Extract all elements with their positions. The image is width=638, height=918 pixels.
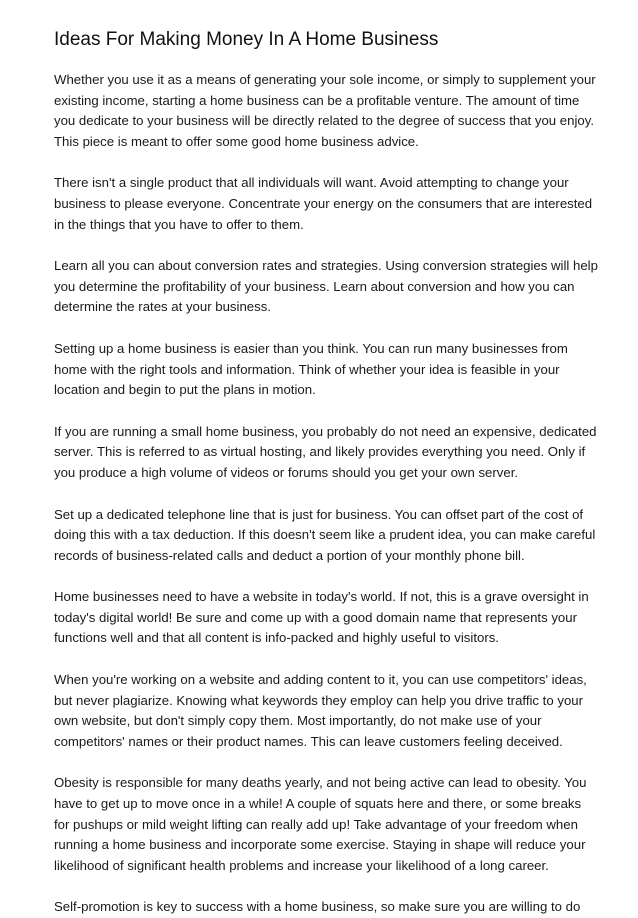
paragraph: When you're working on a website and adding content to it, you can use competitors' ideas, but never plagiarize. Knowing what keywords they employ can help you drive traffic to your own website, but don't simply copy them. Most importantly, do not make use of your competitors' names or their product names. This can leave customers feeling deceived.	[54, 672, 587, 749]
paragraph: Obesity is responsible for many deaths yearly, and not being active can lead to obesity. You have to get up to move once in a while! A couple of squats here and there, or some breaks for pushups or mild weight lifting can really add up! Take advantage of your freedom when running a home business and incorporate some exercise. Staying in shape will reduce your likelihood of significant health problems and increase your likelihood of a long career.	[54, 775, 587, 873]
paragraph: Home businesses need to have a website in today's world. If not, this is a grave oversight in today's digital world! Be sure and come up with a good domain name that represents your functions well and that all content is info-packed and highly useful to visitors.	[54, 589, 589, 646]
document-title: Ideas For Making Money In A Home Business	[54, 29, 439, 50]
paragraph: There isn't a single product that all individuals will want. Avoid attempting to change your business to please everyone. Concentrate your energy on the consumers that are interested in the things that you have to offer to them.	[54, 175, 593, 232]
paragraph: Set up a dedicated telephone line that is just for business. You can offset part of the cost of doing this with a tax deduction. If this doesn't seem like a prudent idea, you can make careful records of business-related calls and deduct a portion of your monthly phone bill.	[54, 506, 596, 563]
paragraph: Whether you use it as a means of generating your sole income, or simply to supplement your existing income, starting a home business can be a profitable venture. The amount of time you dedicate to your business will be directly related to the degree of success that you enjoy. This piece is meant to offer some good home business advice.	[54, 72, 596, 149]
paragraph: If you are running a small home business, you probably do not need an expensive, dedicated server. This is referred to as virtual hosting, and likely provides everything you need. Only if you produce a high volume of videos or forums should you get your own server.	[54, 423, 597, 480]
paragraph: Self-promotion is key to success with a home business, so make sure you are willing to do	[54, 899, 581, 915]
paragraph: Setting up a home business is easier than you think. You can run many businesses from home with the right tools and information. Think of whether your idea is feasible in your location and begin to put the plans in motion.	[54, 340, 568, 398]
paragraph: Learn all you can about conversion rates and strategies. Using conversion strategies will help you determine the profitability of your business. Learn about conversion and how you can determine the rates at your business.	[54, 258, 598, 315]
